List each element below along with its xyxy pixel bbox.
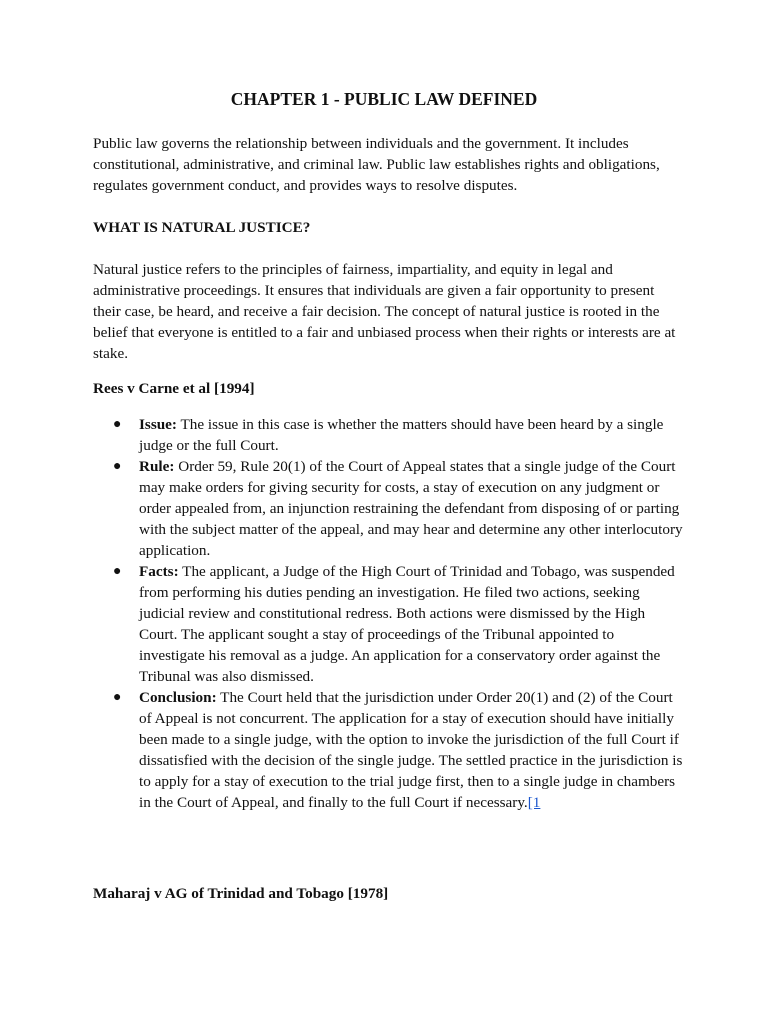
case-point-conclusion xyxy=(93,687,683,813)
point-text: The Court held that the jurisdiction under Order 20(1) and (2) of the Court of Appeal is not concurrent. The application for a stay of execution should have initially been made to a single judge, with the option to invoke the jurisdiction of the full Court if dissatisfied with the decision of the single judge. The settled practice in the jurisdiction is to apply for a stay of execution to the trial judge first, then to a single judge in chambers in the Court of Appeal, and finally to the full Court if necessary. xyxy=(139,689,683,811)
case-point-rule xyxy=(93,456,683,561)
point-label: Facts: xyxy=(139,563,179,580)
point-text: Order 59, Rule 20(1) of the Court of Appeal states that a single judge of the Court may make orders for giving security for costs, a stay of execution on any judgment or order appealed from, an injunction restraining the defendant from disposing of or parting with the subject matter of the appeal, and may hear and determine any other interlocutory application. xyxy=(139,458,683,559)
bullet-icon: ● xyxy=(113,690,122,705)
section-paragraph: Natural justice refers to the principles of fairness, impartiality, and equity in legal and administrative proceedings. It ensures that individuals are given a fair opportunity to present their case, be heard, and receive a fair decision. The concept of natural justice is rooted in the belief that everyone is entitled to a fair and unbiased process when their rights or interests are at stake. xyxy=(93,261,676,362)
point-label: Conclusion: xyxy=(139,689,217,706)
case-point-issue xyxy=(93,414,683,456)
case-points-list xyxy=(93,414,683,813)
case-title-maharaj: Maharaj v AG of Trinidad and Tobago [1978] xyxy=(93,885,389,902)
point-text: The applicant, a Judge of the High Court of Trinidad and Tobago, was suspended from performing his duties pending an investigation. He filed two actions, seeking judicial review and constitutional redress. Both actions were dismissed by the High Court. The applicant sought a stay of proceedings of the Tribunal appointed to investigate his removal as a judge. An application for a conservatory order against the Tribunal was also dismissed. xyxy=(139,563,675,685)
point-text: The issue in this case is whether the matters should have been heard by a single judge or the full Court. xyxy=(139,416,664,454)
point-label: Rule: xyxy=(139,458,175,475)
bullet-icon: ● xyxy=(113,459,122,474)
chapter-title: CHAPTER 1 - PUBLIC LAW DEFINED xyxy=(230,89,538,109)
section-heading: WHAT IS NATURAL JUSTICE? xyxy=(93,219,311,236)
bullet-icon: ● xyxy=(113,417,122,432)
point-label: Issue: xyxy=(139,416,177,433)
bullet-icon: ● xyxy=(113,564,122,579)
footnote-link[interactable]: [1 xyxy=(527,794,541,811)
intro-paragraph: Public law governs the relationship between individuals and the government. It includes constitutional, administrative, and criminal law. Public law establishes rights and obligations, regulates government conduct, and provides ways to resolve disputes. xyxy=(93,135,660,194)
case-point-facts xyxy=(93,561,683,687)
case-title-rees: Rees v Carne et al [1994] xyxy=(93,380,255,397)
